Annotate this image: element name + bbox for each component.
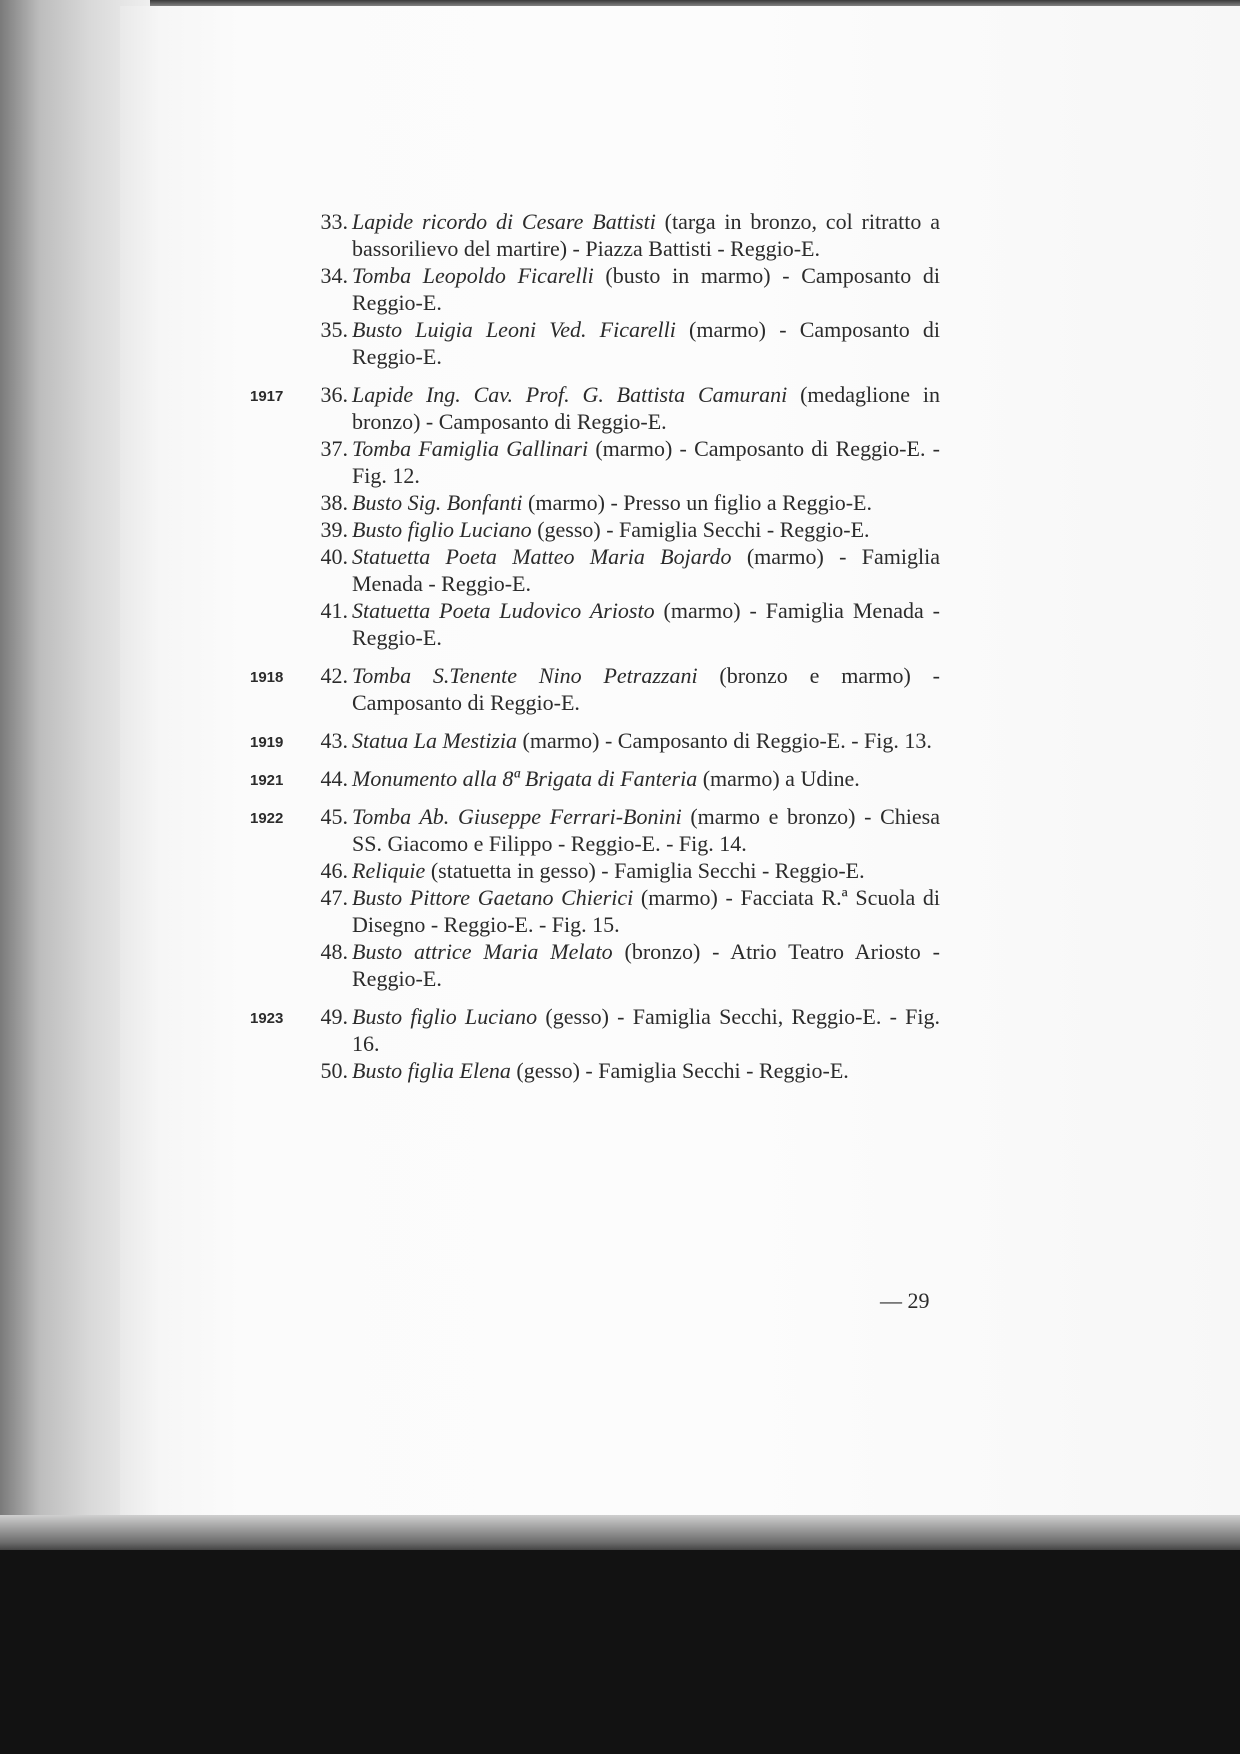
catalogue-entry-47: [250, 884, 940, 938]
entry-number: 43.: [320, 728, 348, 753]
entry-number: 49.: [320, 1004, 348, 1029]
entry-details: (marmo) - Camposanto di Reggio-E. - Fig. 12.: [352, 436, 940, 488]
entry-title: Monumento alla 8ª Brigata di Fanteria: [352, 766, 698, 791]
entry-year: 1922: [250, 810, 284, 827]
entry-number: 42.: [320, 663, 348, 688]
entry-title: Reliquie: [352, 858, 426, 883]
entry-number: 35.: [320, 317, 348, 342]
entry-details: (busto in marmo) - Camposanto di Reggio-E.: [352, 263, 940, 315]
entry-details: (marmo) a Udine.: [697, 766, 860, 791]
catalogue-entry-42: [250, 662, 940, 716]
entry-details: (marmo) - Camposanto di Reggio-E.: [352, 317, 940, 369]
entry-details: (medaglione in bronzo) - Camposanto di Reggio-E.: [352, 382, 940, 434]
entry-details: (marmo) - Presso un figlio a Reggio-E.: [522, 490, 872, 515]
page-number: — 29: [880, 1288, 930, 1313]
catalogue-entry-50: [250, 1057, 940, 1084]
entry-number: 48.: [320, 939, 348, 964]
entry-details: (marmo) - Camposanto di Reggio-E. - Fig. 13.: [517, 728, 932, 753]
entry-year: 1918: [250, 669, 284, 686]
catalogue-entry-35: [250, 316, 940, 370]
entry-details: (gesso) - Famiglia Secchi - Reggio-E.: [510, 1058, 849, 1083]
entry-title: Busto Sig. Bonfanti: [352, 490, 523, 515]
entry-details: (targa in bronzo, col ritratto a bassorilievo del martire) - Piazza Battisti - Reggio-E.: [352, 209, 940, 261]
entry-title: Tomba S.Tenente Nino Petrazzani: [352, 663, 698, 688]
entry-title: Statuetta Poeta Matteo Maria Bojardo: [352, 544, 732, 569]
page-bottom-edge: [0, 1515, 1240, 1555]
catalogue-entry-49: [250, 1003, 940, 1057]
entry-title: Busto Luigia Leoni Ved. Ficarelli: [352, 317, 676, 342]
entry-year: 1923: [250, 1010, 284, 1027]
entry-number: 44.: [320, 766, 348, 791]
entry-number: 36.: [320, 382, 348, 407]
entry-details: (gesso) - Famiglia Secchi - Reggio-E.: [531, 517, 870, 542]
entry-title: Lapide Ing. Cav. Prof. G. Battista Camurani: [352, 382, 788, 407]
entry-year: 1917: [250, 388, 284, 405]
entry-number: 45.: [320, 804, 348, 829]
entry-details: (bronzo e marmo) - Camposanto di Reggio-E.: [352, 663, 940, 715]
catalogue-entry-46: [250, 857, 940, 884]
entry-number: 40.: [320, 544, 348, 569]
entry-title: Busto Pittore Gaetano Chierici: [352, 885, 634, 910]
catalogue-entry-48: [250, 938, 940, 992]
entry-number: 41.: [320, 598, 348, 623]
entry-number: 46.: [320, 858, 348, 883]
entry-title: Tomba Leopoldo Ficarelli: [352, 263, 594, 288]
catalogue-list: [250, 208, 940, 1084]
entry-details: (marmo) - Facciata R.ª Scuola di Disegno - Reggio-E. - Fig. 15.: [352, 885, 941, 937]
scan-background: [0, 1550, 1240, 1754]
catalogue-entry-41: [250, 597, 940, 651]
entry-number: 50.: [320, 1058, 348, 1083]
entry-year: 1921: [250, 772, 284, 789]
catalogue-entry-34: [250, 262, 940, 316]
entry-number: 37.: [320, 436, 348, 461]
entry-title: Busto attrice Maria Melato: [352, 939, 613, 964]
entry-title: Lapide ricordo di Cesare Battisti: [352, 209, 656, 234]
entry-number: 34.: [320, 263, 348, 288]
catalogue-entry-40: [250, 543, 940, 597]
catalogue-entry-45: [250, 803, 940, 857]
entry-number: 38.: [320, 490, 348, 515]
entry-details: (gesso) - Famiglia Secchi, Reggio-E. - Fig. 16.: [352, 1004, 940, 1056]
entry-title: Tomba Famiglia Gallinari: [352, 436, 589, 461]
catalogue-entry-36: [250, 381, 940, 435]
entry-title: Busto figlio Luciano: [352, 517, 532, 542]
entry-details: (statuetta in gesso) - Famiglia Secchi - Reggio-E.: [425, 858, 865, 883]
entry-details: (marmo e bronzo) - Chiesa SS. Giacomo e Filippo - Reggio-E. - Fig. 14.: [352, 804, 940, 856]
entry-title: Statua La Mestizia: [352, 728, 518, 753]
catalogue-entry-37: [250, 435, 940, 489]
catalogue-entry-39: [250, 516, 940, 543]
entry-number: 47.: [320, 885, 348, 910]
entry-details: (marmo) - Famiglia Menada - Reggio-E.: [352, 598, 940, 650]
entry-title: Busto figlia Elena: [352, 1058, 511, 1083]
entry-details: (marmo) - Famiglia Menada - Reggio-E.: [352, 544, 940, 596]
catalogue-entry-33: [250, 208, 940, 262]
entry-title: Statuetta Poeta Ludovico Ariosto: [352, 598, 655, 623]
catalogue-entry-38: [250, 489, 940, 516]
entry-title: Tomba Ab. Giuseppe Ferrari-Bonini: [352, 804, 682, 829]
catalogue-entry-44: [250, 765, 940, 792]
entry-year: 1919: [250, 734, 284, 751]
catalogue-entry-43: [250, 727, 940, 754]
entry-details: (bronzo) - Atrio Teatro Ariosto - Reggio-E.: [352, 939, 940, 991]
entry-number: 33.: [320, 209, 348, 234]
entry-title: Busto figlio Luciano: [352, 1004, 538, 1029]
entry-number: 39.: [320, 517, 348, 542]
